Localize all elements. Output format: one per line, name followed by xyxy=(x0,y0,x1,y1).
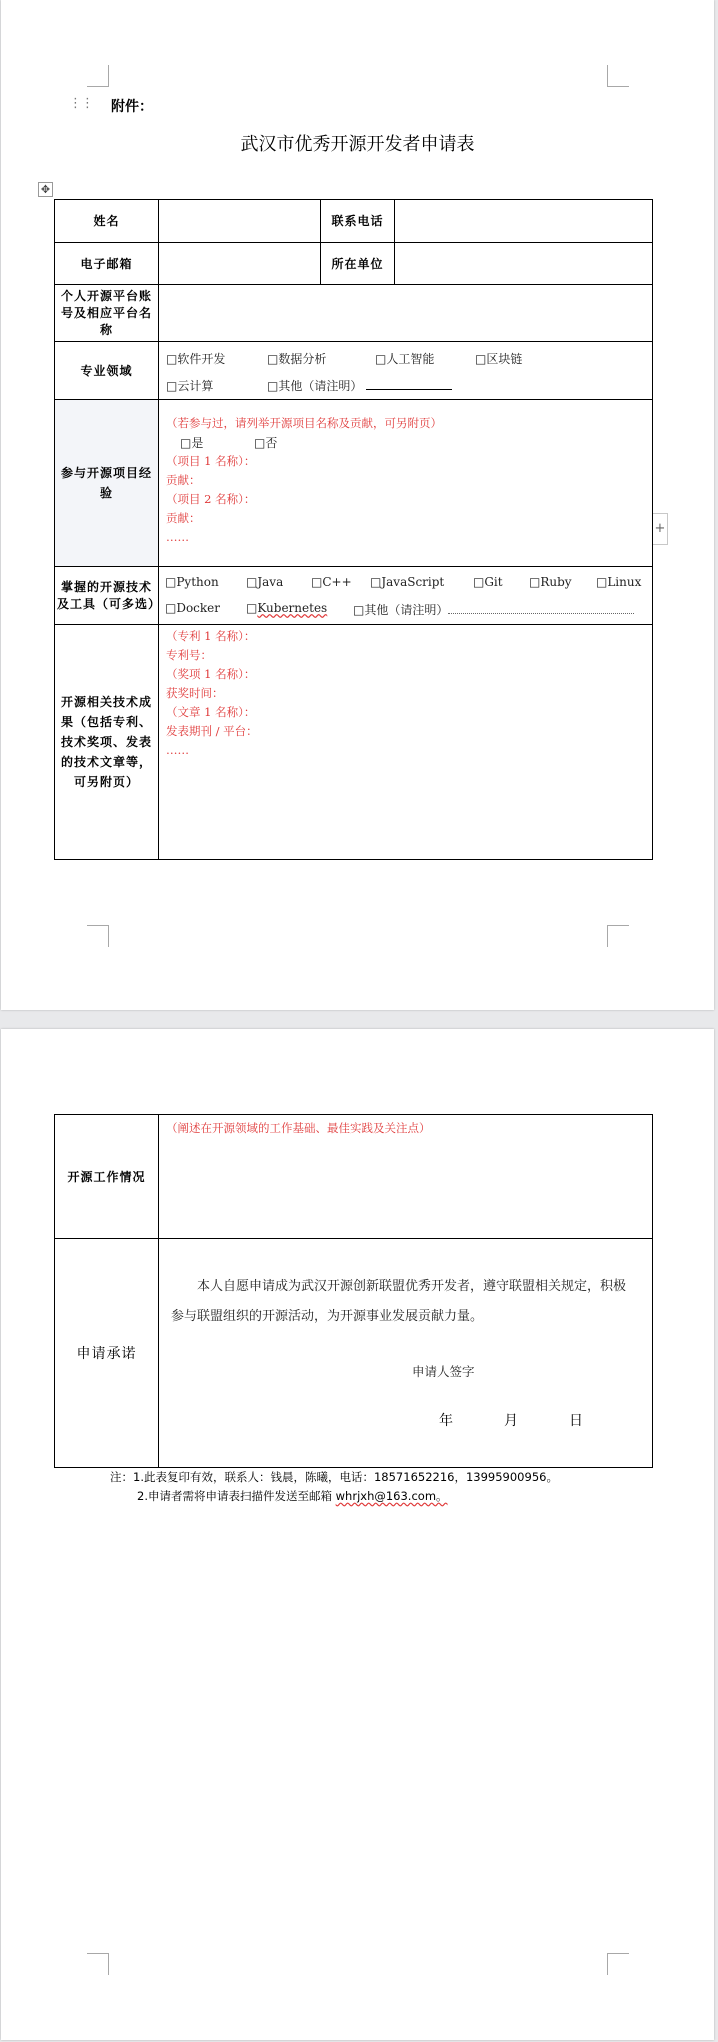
note-1-contacts: 钱晨，陈曦，电话：18571652216，13995900956。 xyxy=(270,1470,558,1484)
account-field[interactable] xyxy=(159,285,653,342)
date-year-label: 年 xyxy=(439,1413,453,1429)
project-line: （项目 1 名称）： xyxy=(166,454,256,468)
email-field[interactable] xyxy=(159,243,321,285)
margin-corner-marker xyxy=(87,925,109,947)
org-label: 所在单位 xyxy=(321,243,395,285)
achievement-line: 发表期刊 / 平台： xyxy=(166,724,258,738)
date-month-label: 月 xyxy=(504,1413,518,1429)
tech-label: 掌握的开源技术及工具（可多选） xyxy=(55,567,159,625)
application-form-table-continued xyxy=(54,1114,653,1468)
field-label: 专业领域 xyxy=(55,342,159,400)
project-cell[interactable] xyxy=(159,400,653,567)
name-field[interactable] xyxy=(159,200,321,243)
achievement-line: （奖项 1 名称）： xyxy=(166,667,256,681)
note-1-prefix: 注：1.此表复印有效，联系人： xyxy=(110,1470,271,1484)
checkbox-python[interactable]: □Python xyxy=(165,574,219,589)
checkbox-other-tech-label: □其他（请注明） xyxy=(353,602,449,617)
note-line-1 xyxy=(110,1469,558,1485)
date-day-label: 日 xyxy=(569,1413,583,1429)
other-tech-blank[interactable] xyxy=(448,602,634,614)
work-label: 开源工作情况 xyxy=(55,1115,159,1239)
achievement-lines xyxy=(166,627,258,760)
page-title: 武汉市优秀开源开发者申请表 xyxy=(240,134,475,155)
pledge-cell xyxy=(159,1239,653,1468)
pledge-text: 本人自愿申请成为武汉开源创新联盟优秀开发者，遵守联盟相关规定，积极参与联盟组织的开源活动，为开源事业发展贡献力量。 xyxy=(171,1279,627,1324)
field-options-cell xyxy=(159,342,653,400)
checkbox-cloud[interactable]: □云计算 xyxy=(166,378,214,393)
checkbox-git[interactable]: □Git xyxy=(473,574,503,589)
achievement-line: …… xyxy=(166,743,189,757)
margin-corner-marker xyxy=(607,925,629,947)
checkbox-other-field-label: □其他（请注明） xyxy=(267,378,363,393)
checkbox-javascript[interactable]: □JavaScript xyxy=(370,574,445,589)
checkbox-ruby[interactable]: □Ruby xyxy=(529,574,572,589)
signature-label: 申请人签字 xyxy=(412,1364,475,1379)
checkbox-software-dev[interactable]: □软件开发 xyxy=(166,351,226,366)
achievement-line: 获奖时间： xyxy=(166,686,224,700)
margin-corner-marker xyxy=(607,65,629,87)
kubernetes-label: Kubernetes xyxy=(257,600,328,615)
margin-corner-marker xyxy=(87,65,109,87)
tech-options-cell xyxy=(159,567,653,625)
project-label: 参与开源项目经验 xyxy=(55,400,159,567)
add-column-button[interactable]: + xyxy=(652,513,668,545)
email-label: 电子邮箱 xyxy=(55,243,159,285)
checkbox-java[interactable]: □Java xyxy=(246,574,284,589)
pledge-label: 申请承诺 xyxy=(55,1239,159,1468)
application-form-table xyxy=(54,199,653,860)
checkbox-ai[interactable]: □人工智能 xyxy=(375,351,435,366)
checkbox-docker[interactable]: □Docker xyxy=(165,600,221,615)
checkbox-blockchain[interactable]: □区块链 xyxy=(475,351,523,366)
document-page-2 xyxy=(1,1029,714,2040)
achievement-line: 专利号： xyxy=(166,648,212,662)
checkbox-project-yes[interactable]: □是 xyxy=(180,436,204,450)
work-cell[interactable] xyxy=(159,1115,653,1239)
checkbox-kubernetes[interactable] xyxy=(246,601,327,615)
note-line-2 xyxy=(137,1488,448,1504)
name-label: 姓名 xyxy=(55,200,159,243)
project-line: 贡献： xyxy=(166,511,201,525)
drag-handle-icon[interactable]: ⋮⋮ xyxy=(69,96,93,111)
note-2-prefix: 2.申请者需将申请表扫描件发送至邮箱 xyxy=(137,1489,336,1503)
margin-corner-marker xyxy=(87,1953,109,1975)
phone-label: 联系电话 xyxy=(321,200,395,243)
attachment-label: 附件： xyxy=(111,99,153,115)
checkbox-other-tech[interactable] xyxy=(353,601,634,618)
project-hint: （若参与过，请列举开源项目名称及贡献，可另附页） xyxy=(166,416,442,430)
achievement-line: （专利 1 名称）： xyxy=(166,629,256,643)
other-field-blank[interactable] xyxy=(366,378,452,390)
project-line: （项目 2 名称）： xyxy=(166,492,256,506)
document-page-1 xyxy=(1,0,714,1010)
phone-field[interactable] xyxy=(395,200,653,243)
checkbox-project-no[interactable]: □否 xyxy=(254,436,278,450)
achievement-cell[interactable] xyxy=(159,625,653,860)
checkbox-kubernetes-box: □ xyxy=(246,600,258,615)
project-lines xyxy=(166,452,255,547)
achievement-line: （文章 1 名称）： xyxy=(166,705,256,719)
achievement-label: 开源相关技术成果（包括专利、技术奖项、发表的技术文章等，可另附页） xyxy=(55,625,159,860)
org-field[interactable] xyxy=(395,243,653,285)
work-hint: （阐述在开源领域的工作基础、最佳实践及关注点） xyxy=(166,1121,431,1135)
checkbox-data-analysis[interactable]: □数据分析 xyxy=(267,351,327,366)
note-2-email: whrjxh@163.com。 xyxy=(335,1489,448,1503)
account-label: 个人开源平台账号及相应平台名称 xyxy=(55,285,159,342)
table-move-icon[interactable]: ✥ xyxy=(38,182,53,197)
checkbox-cpp[interactable]: □C++ xyxy=(311,574,352,589)
margin-corner-marker xyxy=(607,1953,629,1975)
checkbox-linux[interactable]: □Linux xyxy=(596,574,642,589)
project-line: 贡献： xyxy=(166,473,201,487)
project-line: …… xyxy=(166,530,189,544)
checkbox-other-field[interactable] xyxy=(267,377,452,394)
